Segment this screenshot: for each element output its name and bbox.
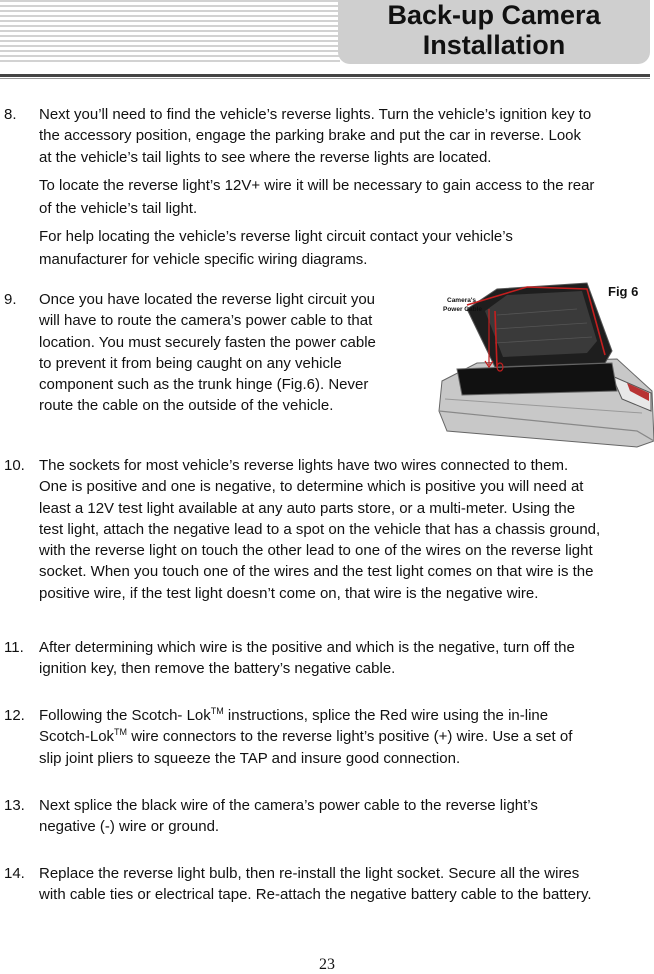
step-line: component such as the trunk hinge (Fig.6). Never bbox=[39, 376, 369, 394]
callout-label-2: Power Cable bbox=[443, 306, 483, 313]
step-line: test light, attach the negative lead to a spot on the vehicle that has a chassis ground, bbox=[39, 520, 601, 538]
step-line: The sockets for most vehicle’s reverse lights have two wires connected to them. bbox=[39, 457, 569, 474]
step-line: the accessory position, engage the parking brake and put the car in reverse. Look bbox=[39, 127, 581, 145]
step-number: 11. bbox=[4, 639, 24, 656]
step-line bbox=[39, 726, 654, 747]
step-line: After determining which wire is the positive and which is the negative, turn off the bbox=[39, 639, 575, 656]
car-trunk-illustration bbox=[437, 281, 654, 449]
step-line: Next splice the black wire of the camera’s power cable to the reverse light’s bbox=[39, 797, 538, 814]
header-rule-thin bbox=[0, 78, 650, 79]
step-line: negative (-) wire or ground. bbox=[39, 818, 220, 836]
note-line: For help locating the vehicle’s reverse light circuit contact your vehicle’s bbox=[39, 228, 513, 245]
step-8-note-2 bbox=[39, 225, 513, 271]
step-line: Replace the reverse light bulb, then re-install the light socket. Secure all the wires bbox=[39, 865, 580, 882]
step-line: with the reverse light on touch the other lead to one of the wires on the reverse light bbox=[39, 542, 593, 560]
figure-label: Fig 6 bbox=[608, 284, 639, 299]
text-run: wire connectors to the reverse light’s positive (+) wire. Use a set of bbox=[127, 728, 573, 746]
text-run: Scotch-Lok bbox=[39, 728, 115, 746]
header-rule bbox=[0, 74, 650, 77]
trademark-symbol: TM bbox=[210, 706, 224, 716]
step-line: ignition key, then remove the battery’s negative cable. bbox=[39, 660, 396, 678]
step-line: One is positive and one is negative, to determine which is positive you will need at bbox=[39, 478, 584, 496]
step-8-note-1 bbox=[39, 174, 594, 220]
step-line: slip joint pliers to squeeze the TAP and insure good connection. bbox=[39, 749, 461, 767]
step-line: positive wire, if the test light doesn’t come on, that wire is the negative wire. bbox=[39, 584, 539, 602]
step-number: 10. bbox=[4, 457, 25, 474]
note-line: of the vehicle’s tail light. bbox=[39, 200, 198, 217]
step-line: Once you have located the reverse light circuit you bbox=[39, 291, 376, 308]
note-line: manufacturer for vehicle specific wiring diagrams. bbox=[39, 251, 368, 268]
step-line: will have to route the camera’s power cable to that bbox=[39, 312, 373, 330]
step-line: location. You must securely fasten the power cable bbox=[39, 333, 376, 351]
step-line: Next you’ll need to find the vehicle’s reverse lights. Turn the vehicle’s ignition key to bbox=[39, 106, 592, 123]
step-number: 14. bbox=[4, 865, 25, 882]
section-title bbox=[338, 0, 650, 64]
step-line bbox=[39, 705, 654, 726]
step-line: to prevent it from being caught on any vehicle bbox=[39, 354, 342, 372]
page-number: 23 bbox=[319, 956, 335, 973]
step-number: 13. bbox=[4, 797, 25, 814]
title-line-1: Back-up Camera bbox=[387, 0, 601, 30]
step-number: 9. bbox=[4, 291, 17, 308]
trademark-symbol: TM bbox=[114, 727, 128, 738]
note-line: To locate the reverse light’s 12V+ wire it will be necessary to gain access to the rear bbox=[39, 177, 595, 194]
step-line: at the vehicle’s tail lights to see where the reverse lights are located. bbox=[39, 148, 492, 166]
step-number: 8. bbox=[4, 106, 17, 123]
step-line: least a 12V test light available at any auto parts store, or a multi-meter. Using the bbox=[39, 499, 576, 517]
title-line-2: Installation bbox=[422, 30, 566, 60]
header-stripes bbox=[0, 0, 340, 62]
text-run: Following the Scotch- Lok bbox=[39, 707, 211, 724]
step-line: route the cable on the outside of the vehicle. bbox=[39, 397, 334, 415]
step-line: socket. When you touch one of the wires and the test light comes on that wire is the bbox=[39, 563, 594, 581]
callout-label-1: Camera's bbox=[447, 297, 477, 304]
text-run: instructions, splice the Red wire using the in-line bbox=[223, 707, 549, 724]
step-number: 12. bbox=[4, 707, 25, 724]
step-line: with cable ties or electrical tape. Re-attach the negative battery cable to the battery. bbox=[39, 886, 592, 904]
